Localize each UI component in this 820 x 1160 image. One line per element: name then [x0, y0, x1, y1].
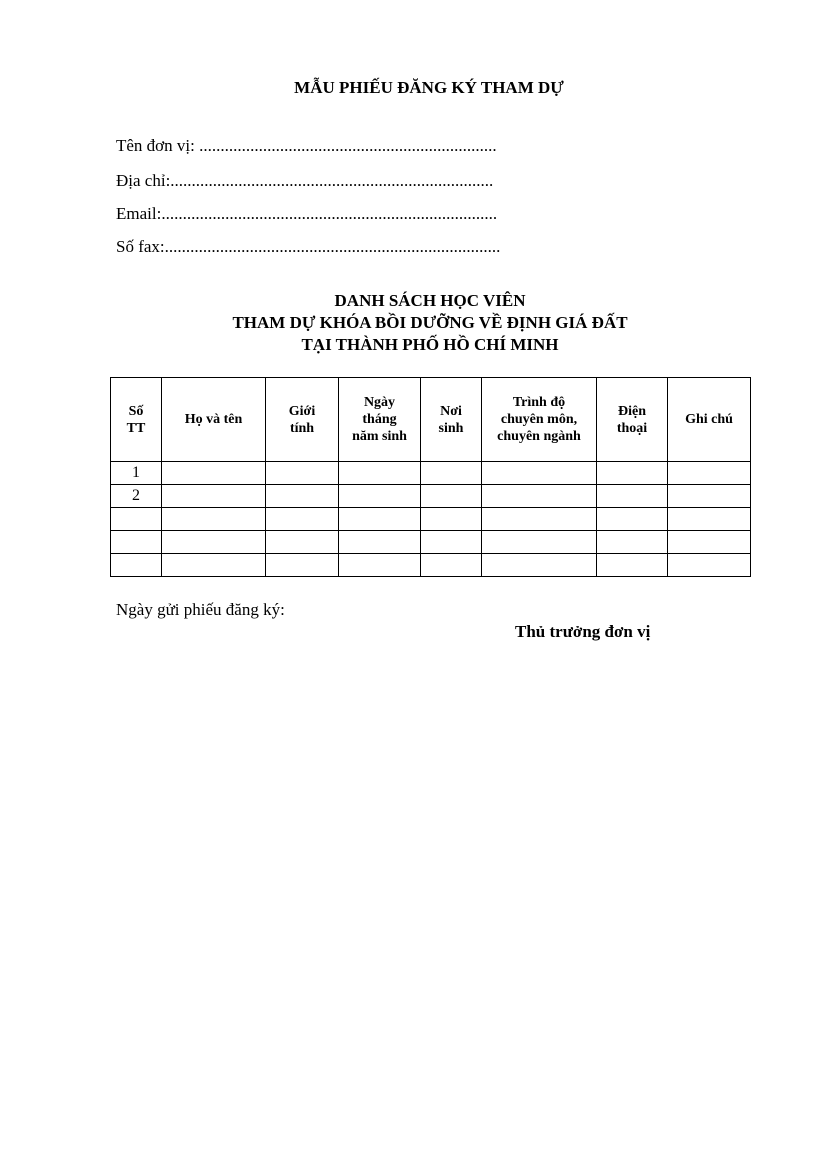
table-header-cell	[162, 378, 266, 462]
table-cell	[482, 554, 597, 577]
table-cell	[668, 485, 751, 508]
list-heading-line-3: TẠI THÀNH PHỐ HỒ CHÍ MINH	[301, 335, 559, 354]
email-field: Email:...............................................................................	[116, 204, 498, 223]
table-cell	[339, 531, 421, 554]
table-cell	[597, 531, 668, 554]
table-cell	[482, 531, 597, 554]
table-header-cell	[111, 378, 162, 462]
table-header-cell	[266, 378, 339, 462]
row-number-cell	[111, 554, 162, 577]
table-header-text: Trình độ	[512, 395, 566, 410]
table-cell	[421, 485, 482, 508]
table-cell	[597, 462, 668, 485]
table-cell	[162, 554, 266, 577]
table-header-cell	[668, 378, 751, 462]
table-cell	[162, 485, 266, 508]
table-body	[111, 462, 751, 577]
row-number-cell	[111, 508, 162, 531]
table-cell	[266, 462, 339, 485]
table-cell	[266, 554, 339, 577]
table-cell	[597, 508, 668, 531]
table-cell	[482, 508, 597, 531]
table-header-text: tính	[289, 420, 315, 436]
table-header-cell	[421, 378, 482, 462]
table-cell	[339, 485, 421, 508]
table-cell	[266, 485, 339, 508]
fax-field: Số fax:...............................................................................	[116, 237, 501, 256]
table-header-text: chuyên môn,	[500, 412, 578, 427]
table-cell	[668, 531, 751, 554]
submit-date-label: Ngày gửi phiếu đăng ký:	[116, 600, 285, 619]
table-cell	[597, 485, 668, 508]
table-row	[111, 531, 751, 554]
table-cell	[339, 462, 421, 485]
table-header-text: Nơi	[440, 403, 462, 419]
table-row	[111, 462, 751, 485]
table-cell	[421, 508, 482, 531]
table-header-text: Số	[128, 403, 144, 419]
row-number-cell: 1	[111, 462, 162, 485]
table-cell	[668, 554, 751, 577]
student-table	[110, 377, 751, 577]
table-row	[111, 554, 751, 577]
list-heading-line-1: DANH SÁCH HỌC VIÊN	[334, 291, 526, 310]
table-header-cell	[597, 378, 668, 462]
row-number-cell	[111, 531, 162, 554]
table-cell	[339, 508, 421, 531]
list-heading-line-2: THAM DỰ KHÓA BỒI DƯỠNG VỀ ĐỊNH GIÁ ĐẤT	[232, 313, 628, 332]
table-header-text: năm sinh	[352, 429, 407, 444]
page-title: MẪU PHIẾU ĐĂNG KÝ THAM DỰ	[294, 78, 564, 97]
table-header-text: tháng	[362, 412, 397, 427]
table-header-text: Họ và tên	[184, 412, 243, 427]
table-cell	[421, 462, 482, 485]
table-cell	[162, 462, 266, 485]
table-cell	[597, 554, 668, 577]
table-cell	[162, 531, 266, 554]
table-header-text: thoại	[616, 420, 648, 436]
table-header-text: Ngày	[363, 395, 396, 410]
table-cell	[266, 531, 339, 554]
table-row	[111, 508, 751, 531]
table-header-text: TT	[126, 420, 146, 436]
table-cell	[482, 462, 597, 485]
table-cell	[482, 485, 597, 508]
table-cell	[162, 508, 266, 531]
table-header-text: Điện	[618, 403, 646, 419]
row-number-cell: 2	[111, 485, 162, 508]
table-header-text: chuyên ngành	[497, 429, 581, 444]
table-header-text: Ghi chú	[685, 412, 733, 427]
table-cell	[421, 531, 482, 554]
table-cell	[668, 508, 751, 531]
table-cell	[339, 554, 421, 577]
table-header-text: Giới	[288, 403, 316, 419]
table-cell	[266, 508, 339, 531]
table-cell	[668, 462, 751, 485]
table-header-cell	[482, 378, 597, 462]
table-cell	[421, 554, 482, 577]
unit-name-field: Tên đơn vị: ......................................................................	[116, 136, 497, 155]
table-header-row	[111, 378, 751, 462]
table-header-text: sinh	[438, 420, 464, 436]
table-row	[111, 485, 751, 508]
table-header-cell	[339, 378, 421, 462]
address-field: Địa chỉ:............................................................................	[116, 171, 494, 190]
signature-label: Thủ trưởng đơn vị	[515, 622, 651, 641]
